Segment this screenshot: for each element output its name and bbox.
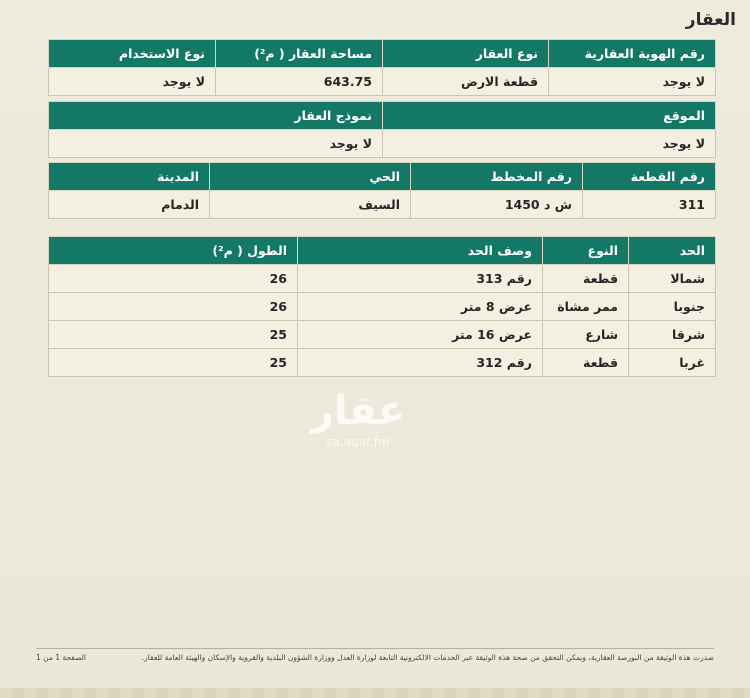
boundary-type: قطعة [543, 265, 629, 293]
value-city: الدمام [49, 191, 210, 219]
header-boundary-length: الطول ( م²) [49, 237, 298, 265]
footer-divider [36, 648, 714, 649]
boundaries-header-row [49, 237, 716, 265]
header-scheme-number: رقم المخطط [411, 163, 583, 191]
section-title: العقار [685, 10, 736, 30]
value-property-id: لا يوجد [549, 68, 716, 96]
watermark-logo: عقار [310, 388, 406, 434]
boundary-direction: غربا [629, 349, 716, 377]
property-info-table [48, 39, 716, 96]
header-boundary: الحد [629, 237, 716, 265]
header-plot-number: رقم القطعة [583, 163, 716, 191]
boundary-description: رقم 313 [298, 265, 543, 293]
watermark-url: sa.aqar.fm [326, 435, 390, 449]
boundary-description: عرض 16 متر [298, 321, 543, 349]
boundary-type: ممر مشاة [543, 293, 629, 321]
boundary-type: شارع [543, 321, 629, 349]
boundary-length: 25 [49, 349, 298, 377]
property-header-row-2 [49, 102, 716, 130]
boundary-direction: شمالا [629, 265, 716, 293]
value-location: لا يوجد [383, 130, 716, 158]
table-row [49, 321, 716, 349]
property-value-row-2 [49, 130, 716, 158]
value-property-model: لا يوجد [49, 130, 383, 158]
bottom-decorative-band [0, 688, 750, 698]
boundary-direction: جنوبا [629, 293, 716, 321]
boundaries-table [48, 236, 716, 377]
header-boundary-description: وصف الحد [298, 237, 543, 265]
table-row [49, 265, 716, 293]
header-boundary-type: النوع [543, 237, 629, 265]
property-value-row-3 [49, 191, 716, 219]
property-value-row-1 [49, 68, 716, 96]
boundary-description: رقم 312 [298, 349, 543, 377]
boundary-direction: شرقا [629, 321, 716, 349]
footer-disclaimer: صدرت هذة الوثيقة من البورصة العقارية، ويمكن التحقق من صحة هذة الوثيقة عبر الخدمات الالكترونية التابعة لوزارة العدل ووزارة الشؤون البلدية والقروية والإسكان والهيئة العامة للعقار. [141, 653, 714, 662]
footer [36, 652, 714, 663]
header-location: الموقع [383, 102, 716, 130]
header-property-id: رقم الهوية العقارية [549, 40, 716, 68]
footer-page-number: الصفحة 1 من 1 [36, 653, 86, 662]
header-district: الحي [210, 163, 411, 191]
property-plot-table [48, 162, 716, 219]
aqar-watermark [298, 388, 418, 458]
value-property-area: 643.75 [216, 68, 383, 96]
value-usage-type: لا يوجد [49, 68, 216, 96]
property-location-table [48, 101, 716, 158]
header-city: المدينة [49, 163, 210, 191]
header-property-type: نوع العقار [383, 40, 549, 68]
boundary-type: قطعة [543, 349, 629, 377]
property-header-row-1 [49, 40, 716, 68]
header-usage-type: نوع الاستخدام [49, 40, 216, 68]
header-property-area: مساحة العقار ( م²) [216, 40, 383, 68]
value-plot-number: 311 [583, 191, 716, 219]
boundary-length: 26 [49, 265, 298, 293]
table-row [49, 293, 716, 321]
table-row [49, 349, 716, 377]
boundary-description: عرض 8 متر [298, 293, 543, 321]
value-district: السيف [210, 191, 411, 219]
boundary-length: 25 [49, 321, 298, 349]
header-property-model: نموذج العقار [49, 102, 383, 130]
value-property-type: قطعة الارض [383, 68, 549, 96]
value-scheme-number: ش د 1450 [411, 191, 583, 219]
boundary-length: 26 [49, 293, 298, 321]
property-header-row-3 [49, 163, 716, 191]
